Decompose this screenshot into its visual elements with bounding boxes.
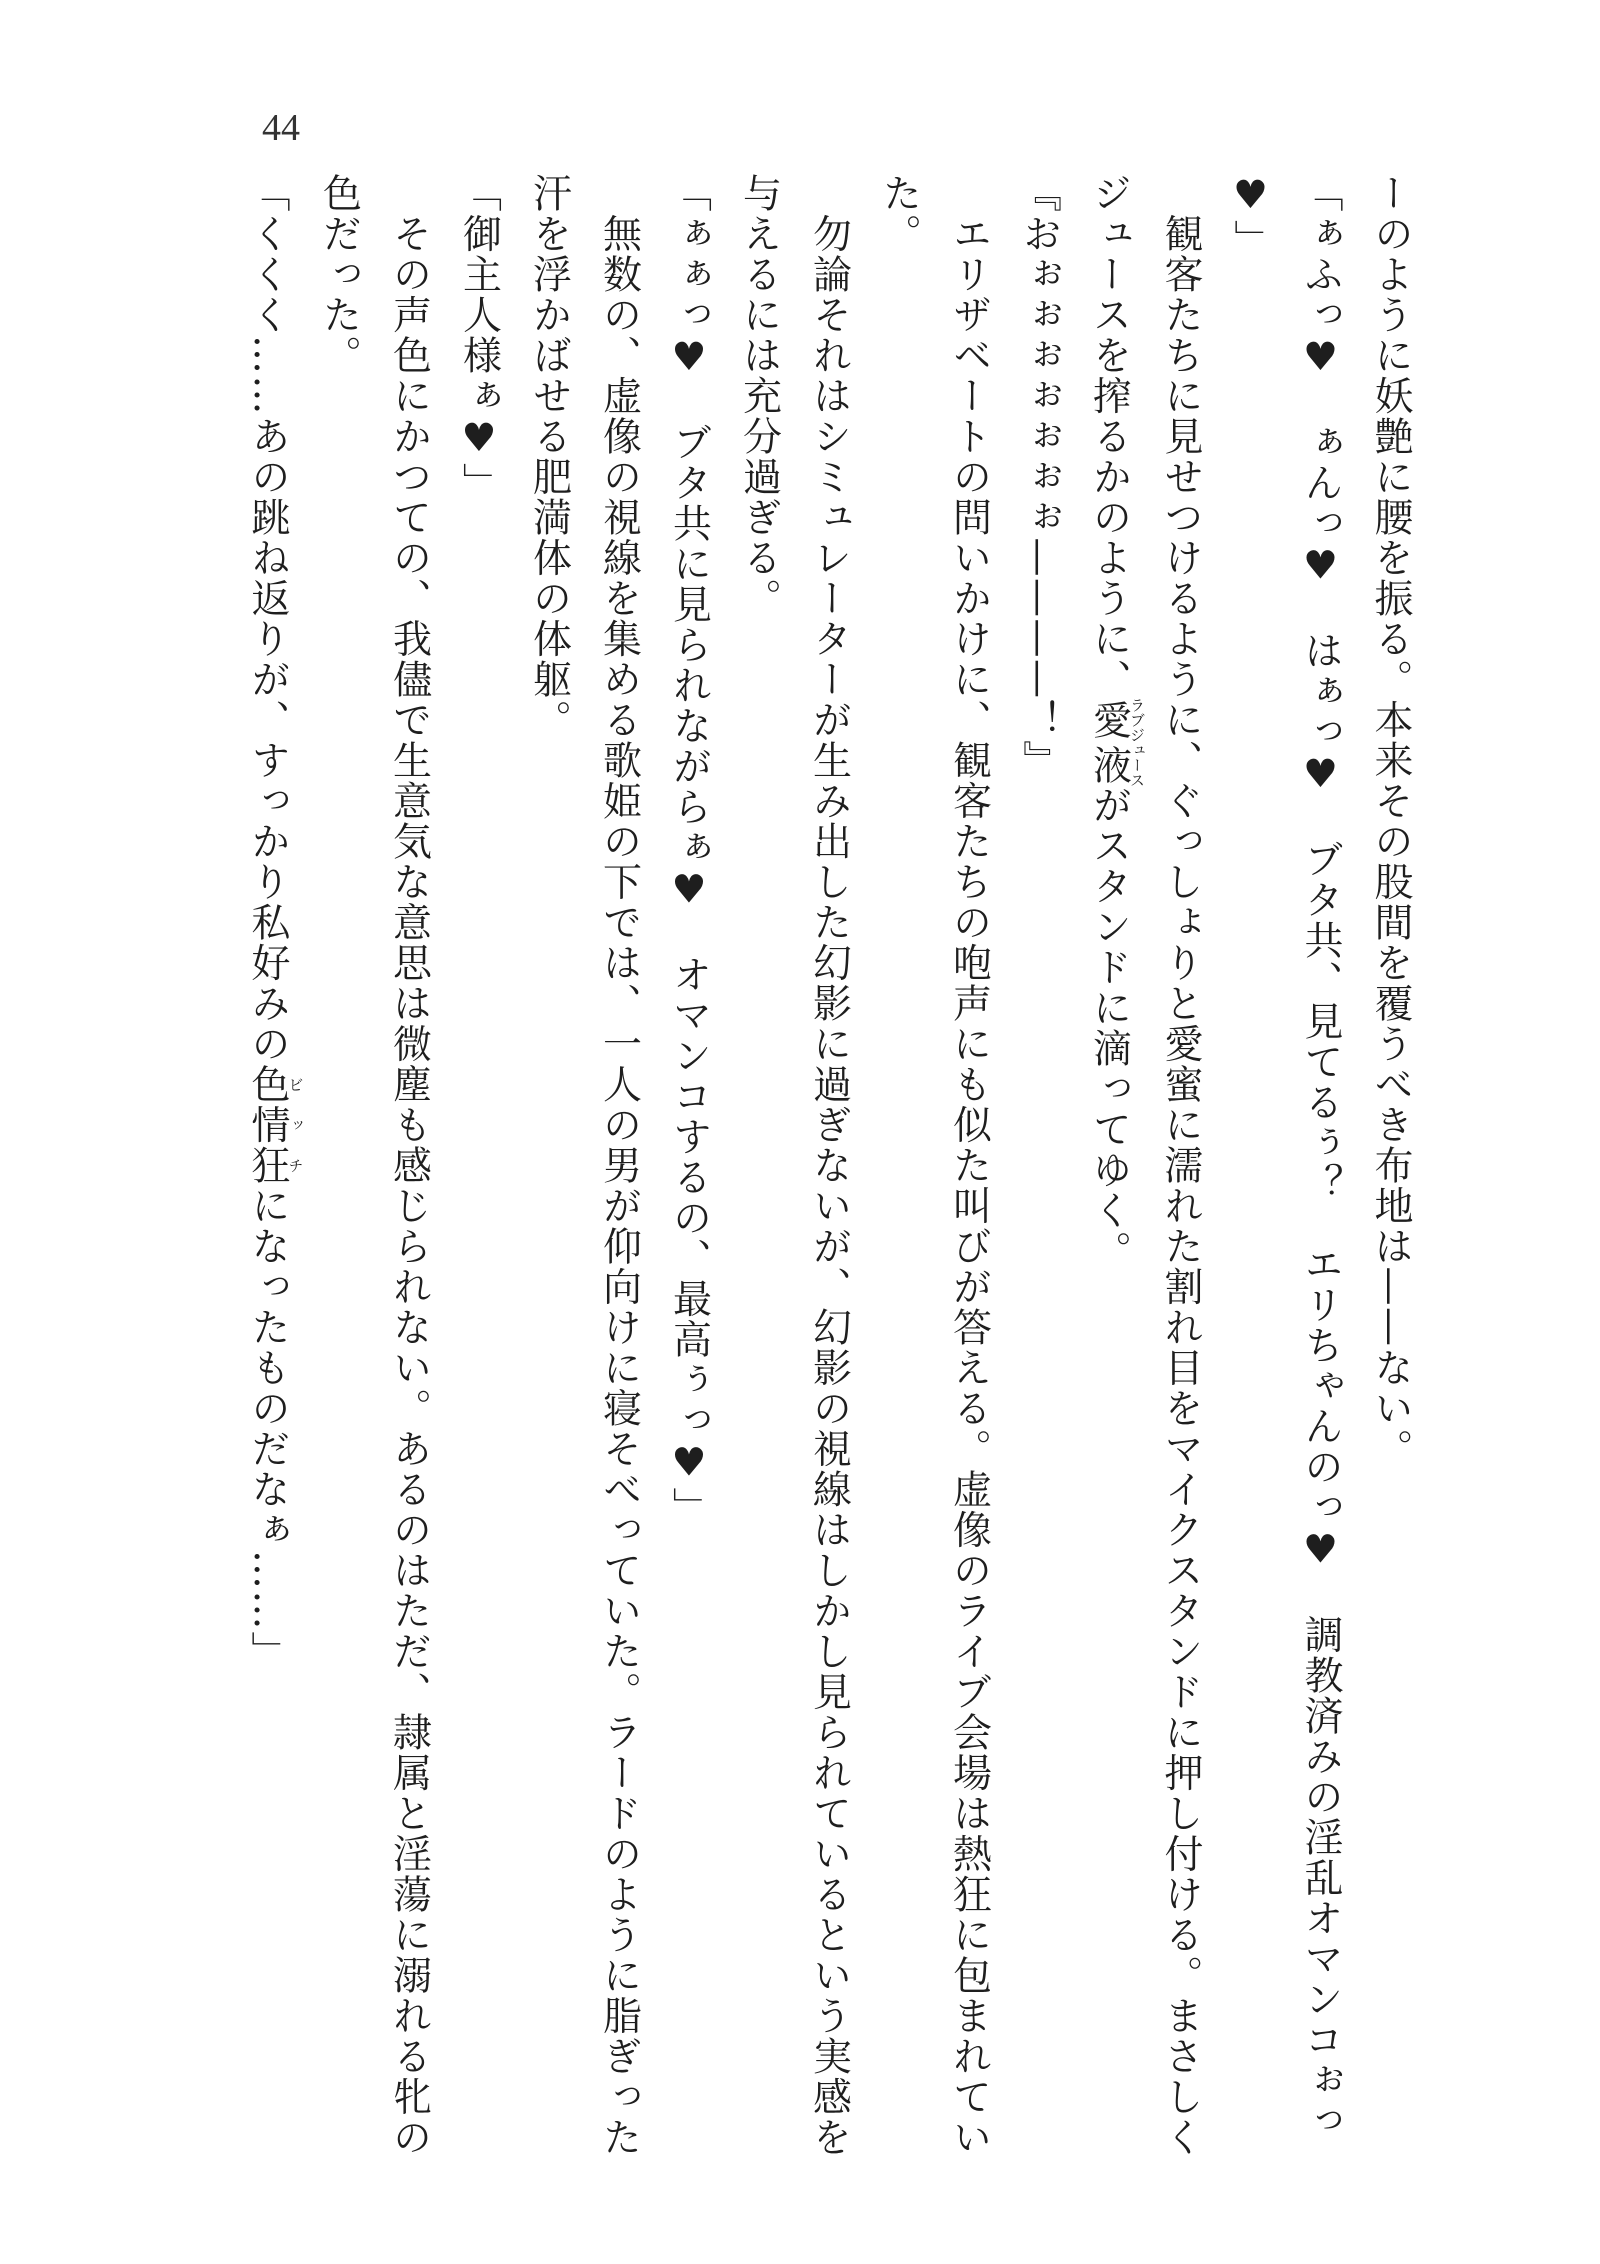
- text-line: [374, 173, 444, 2158]
- text-segment: エリザベートの問いかけに、観客たちの咆声にも似た叫びが答える。虚像のライブ会場は熱狂に包まれてい: [946, 173, 992, 2158]
- text-segment: その声色にかつての、我儘で生意気な意思は微塵も感じられない。あるのはただ、隷属と淫蕩に溺れる牝の: [386, 173, 432, 2158]
- text-segment: 「くくく……あの跳ね返りが、すっかり私好みの: [245, 173, 290, 1064]
- page-number: 44: [262, 107, 300, 149]
- ruby-base: 愛液: [1086, 697, 1132, 788]
- text-segment: 勿論それはシミュレーターが生み出した幻影に過ぎないが、幻影の視線はしかし見られているという実感を: [806, 173, 852, 2158]
- text-segment: た。: [876, 173, 922, 254]
- ruby-annotated-word: [245, 1064, 305, 1186]
- text-line: [864, 173, 934, 2143]
- text-line: [654, 173, 724, 2143]
- ruby-reading: ビッチ: [286, 1064, 305, 1186]
- text-segment: 観客たちに見せつけるように、ぐっしょりと愛蜜に濡れた割れ目をマイクスタンドに押し付ける。まさしく: [1158, 173, 1203, 2158]
- text-line: [1355, 173, 1425, 2143]
- text-line: [444, 173, 514, 2143]
- ruby-base: 色情狂: [245, 1064, 290, 1186]
- text-segment: 与えるには充分過ぎる。: [736, 173, 782, 619]
- text-line: [1074, 173, 1146, 2143]
- text-segment: 「ぁふっ♥ ぁんっ♥ はぁっ♥ ブタ共、見てるぅ？ エリちゃんのっ♥ 調教済みの淫乱オマンコぉっ: [1298, 173, 1343, 2141]
- text-segment: になったものだなぁ……」: [245, 1185, 290, 1672]
- text-segment: ジュースを搾るかのように、: [1086, 173, 1132, 700]
- text-segment: ♥」: [1228, 173, 1273, 260]
- text-line: [304, 173, 374, 2143]
- text-segment: がスタンドに滴ってゆく。: [1086, 785, 1132, 1271]
- text-line: [934, 173, 1004, 2158]
- text-segment: 色だった。: [316, 173, 362, 376]
- text-segment: 汗を浮かばせる肥満体の体躯。: [526, 173, 572, 740]
- text-line: [584, 173, 654, 2158]
- text-segment: 「御主人様ぁ♥」: [456, 173, 502, 503]
- text-line: [514, 173, 584, 2143]
- text-segment: 無数の、虚像の視線を集める歌姫の下では、一人の男が仰向けに寝そべっていた。ラードのように脂ぎった: [596, 173, 642, 2158]
- text-segment: 『おぉぉぉぉぉぉぉ————！』: [1016, 173, 1062, 781]
- text-line: [1145, 173, 1215, 2158]
- text-line: [724, 173, 794, 2143]
- ruby-reading: ラブジュース: [1128, 697, 1146, 788]
- vertical-body-text: [232, 173, 1425, 2158]
- text-line: [232, 173, 304, 2143]
- text-line: [1215, 173, 1285, 2143]
- text-line: [794, 173, 864, 2158]
- text-segment: 「ぁぁっ♥ ブタ共に見られながらぁ♥ オマンコするの、最高ぅっ♥」: [666, 173, 712, 1528]
- text-line: [1004, 173, 1074, 2143]
- text-segment: ーのように妖艶に腰を振る。本来その股間を覆うべき布地は——ない。: [1368, 173, 1413, 1469]
- ruby-annotated-word: [1086, 697, 1146, 788]
- text-line: [1285, 173, 1355, 2143]
